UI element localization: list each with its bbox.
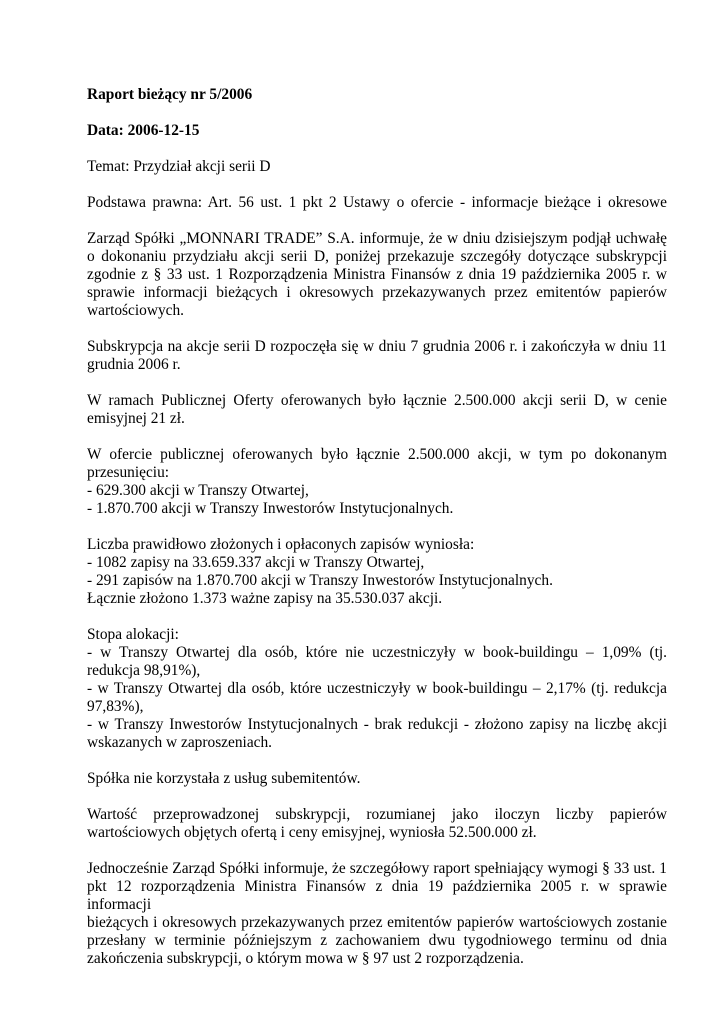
public-offer-line: W ofercie publicznej oferowanych było łącznie 2.500.000 akcji, w tym po dokonanym xyxy=(87,446,667,463)
allocation-line: Stopa alokacji: xyxy=(87,626,179,643)
public-offer-line: przesunięciu: xyxy=(87,464,170,481)
intro-line: zgodnie z § 33 ust. 1 Rozporządzenia Ministra Finansów z dnia 19 października 2005 r. w xyxy=(87,266,667,283)
intro-paragraph xyxy=(87,230,667,320)
report-title: Raport bieżący nr 5/2006 xyxy=(87,86,253,103)
offer-line: W ramach Publicznej Oferty oferowanych było łącznie 2.500.000 akcji serii D, w cenie xyxy=(87,392,667,409)
report-subject: Temat: Przydział akcji serii D xyxy=(87,158,271,175)
legal-basis xyxy=(87,194,667,212)
underwriters-paragraph: Spółka nie korzystała z usług subemitentów. xyxy=(87,770,361,787)
closing-paragraph xyxy=(87,860,667,968)
subscriptions-count-line: - 1082 zapisy na 33.659.337 akcji w Transzy Otwartej, xyxy=(87,554,425,571)
allocation-line: wskazanych w zaproszeniach. xyxy=(87,734,273,751)
allocation-line: - w Transzy Otwartej dla osób, które uczestniczyły w book-buildingu – 2,17% (tj. redukcja xyxy=(87,680,667,697)
subscriptions-count-line: - 291 zapisów na 1.870.700 akcji w Transzy Inwestorów Instytucjonalnych. xyxy=(87,572,553,589)
closing-line: przesłany w terminie późniejszym z zachowaniem dwu tygodniowego terminu od dnia xyxy=(87,932,667,949)
subscription-line: Subskrypcja na akcje serii D rozpoczęła się w dniu 7 grudnia 2006 r. i zakończyła w dniu 11 xyxy=(87,338,667,355)
subscription-value-paragraph xyxy=(87,806,667,842)
intro-line: Zarząd Spółki „MONNARI TRADE” S.A. informuje, że w dniu dzisiejszym podjął uchwałę xyxy=(87,230,667,247)
subscriptions-count-line: Liczba prawidłowo złożonych i opłaconych zapisów wyniosła: xyxy=(87,536,475,553)
value-line: Wartość przeprowadzonej subskrypcji, rozumianej jako iloczyn liczby papierów xyxy=(87,806,667,823)
closing-line: Jednocześnie Zarząd Spółki informuje, że szczegółowy raport spełniający wymogi § 33 ust. 1 xyxy=(87,860,667,877)
subscriptions-count-line: Łącznie złożono 1.373 ważne zapisy na 35.530.037 akcji. xyxy=(87,590,443,607)
value-line: wartościowych objętych ofertą i ceny emisyjnej, wyniosła 52.500.000 zł. xyxy=(87,824,537,841)
closing-line: pkt 12 rozporządzenia Ministra Finansów z dnia 19 października 2005 r. w sprawie informacji xyxy=(87,878,667,913)
legal-basis-text: Podstawa prawna: Art. 56 ust. 1 pkt 2 Ustawy o ofercie - informacje bieżące i okresowe xyxy=(87,194,667,211)
subscriptions-count-paragraph xyxy=(87,536,667,608)
report-date: Data: 2006-12-15 xyxy=(87,122,200,139)
intro-line: sprawie informacji bieżących i okresowych przekazywanych przez emitentów papierów xyxy=(87,284,667,301)
allocation-line: - w Transzy Otwartej dla osób, które nie uczestniczyły w book-buildingu – 1,09% (tj. xyxy=(87,644,667,661)
allocation-line: 97,83%), xyxy=(87,698,144,715)
subscription-line: grudnia 2006 r. xyxy=(87,356,181,373)
intro-line: wartościowych. xyxy=(87,302,185,319)
closing-line: zakończenia subskrypcji, o którym mowa w § 97 ust 2 rozporządzenia. xyxy=(87,950,524,967)
closing-line: bieżących i okresowych przekazywanych przez emitentów papierów wartościowych zostanie xyxy=(87,914,667,931)
public-offer-line: - 629.300 akcji w Transzy Otwartej, xyxy=(87,482,309,499)
intro-line: o dokonaniu przydziału akcji serii D, poniżej przekazuje szczegóły dotyczące subskrypcji xyxy=(87,248,667,265)
offer-paragraph xyxy=(87,392,667,428)
allocation-paragraph xyxy=(87,626,667,752)
offer-line: emisyjnej 21 zł. xyxy=(87,410,185,427)
allocation-line: - w Transzy Inwestorów Instytucjonalnych - brak redukcji - złożono zapisy na liczbę akcji xyxy=(87,716,667,733)
public-offer-line: - 1.870.700 akcji w Transzy Inwestorów Instytucjonalnych. xyxy=(87,500,454,517)
document-page xyxy=(87,86,667,986)
subscription-period-paragraph xyxy=(87,338,667,374)
allocation-line: redukcja 98,91%), xyxy=(87,662,201,679)
public-offer-paragraph xyxy=(87,446,667,518)
